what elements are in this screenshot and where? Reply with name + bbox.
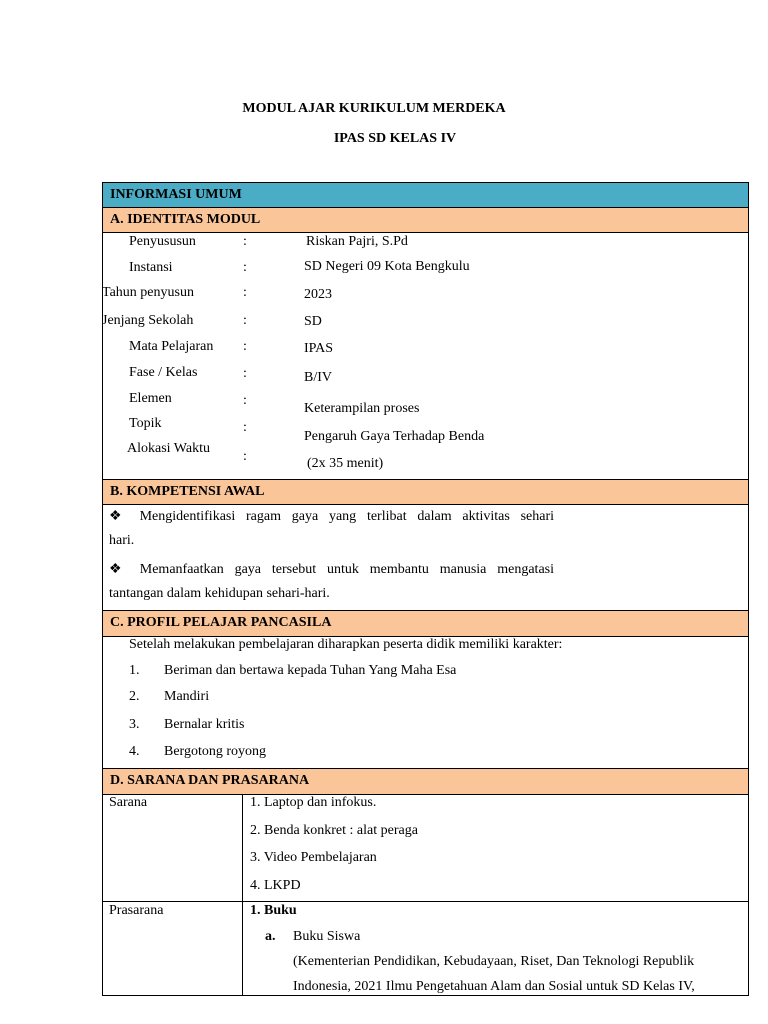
sarana-item: 4. LKPD [250, 878, 301, 893]
kompetensi-item: ❖ Mengidentifikasi ragam gaya yang terlibat dalam aktivitas sehari [109, 509, 554, 524]
identitas-key: Tahun penyusun [102, 285, 194, 300]
profil-item-number: 3. [129, 717, 140, 732]
identitas-value: Riskan Pajri, S.Pd [306, 234, 408, 249]
identitas-section [103, 233, 748, 480]
identitas-value: (2x 35 menit) [307, 456, 384, 471]
identitas-colon: : [243, 449, 247, 464]
profil-item-number: 2. [129, 689, 140, 704]
identitas-colon: : [243, 366, 247, 381]
identitas-colon: : [243, 285, 247, 300]
prasarana-sub-marker: a. [265, 929, 276, 944]
identitas-colon: : [243, 420, 247, 435]
kompetensi-item-cont: hari. [109, 533, 135, 548]
identitas-value: Keterampilan proses [304, 401, 420, 416]
identitas-key: Elemen [129, 391, 172, 406]
identitas-modul-header: A. IDENTITAS MODUL [103, 208, 748, 233]
kompetensi-item: ❖ Memanfaatkan gaya tersebut untuk membantu manusia mengatasi [109, 562, 554, 577]
identitas-colon: : [243, 234, 247, 249]
identitas-key: Topik [129, 416, 162, 431]
identitas-value: B/IV [304, 370, 332, 385]
profil-item: Beriman dan bertawa kepada Tuhan Yang Maha Esa [164, 663, 457, 678]
profil-intro: Setelah melakukan pembelajaran diharapkan peserta didik memiliki karakter: [129, 637, 563, 652]
identitas-value: Pengaruh Gaya Terhadap Benda [304, 429, 485, 444]
identitas-key: Jenjang Sekolah [102, 313, 194, 328]
prasarana-sub-desc: Indonesia, 2021 Ilmu Pengetahuan Alam dan Sosial untuk SD Kelas IV, [293, 979, 695, 994]
profil-pelajar-header: C. PROFIL PELAJAR PANCASILA [103, 611, 748, 637]
identitas-value: IPAS [304, 341, 334, 356]
sarana-item: 3. Video Pembelajaran [250, 850, 377, 865]
document-title: MODUL AJAR KURIKULUM MERDEKA [242, 101, 506, 116]
kompetensi-section [103, 505, 748, 611]
prasarana-label: Prasarana [109, 903, 164, 918]
prasarana-heading: 1. Buku [250, 903, 297, 918]
profil-item: Bergotong royong [164, 744, 267, 759]
kompetensi-awal-header: B. KOMPETENSI AWAL [103, 480, 748, 505]
identitas-value: SD Negeri 09 Kota Bengkulu [304, 259, 470, 274]
profil-item-number: 4. [129, 744, 140, 759]
sarana-prasarana-header: D. SARANA DAN PRASARANA [103, 769, 748, 795]
profil-item-number: 1. [129, 663, 140, 678]
identitas-key: Mata Pelajaran [129, 339, 214, 354]
identitas-key: Fase / Kelas [129, 365, 198, 380]
column-divider [242, 795, 243, 996]
informasi-umum-header: INFORMASI UMUM [103, 183, 748, 208]
identitas-colon: : [243, 393, 247, 408]
row-divider [103, 901, 748, 902]
sarana-item: 2. Benda konkret : alat peraga [250, 823, 418, 838]
identitas-key: Alokasi Waktu [127, 441, 210, 456]
profil-item: Bernalar kritis [164, 717, 245, 732]
module-info-table [102, 182, 749, 996]
identitas-colon: : [243, 339, 247, 354]
identitas-key: Penyususun [129, 234, 196, 249]
profil-section [103, 637, 748, 769]
identitas-value: SD [304, 314, 322, 329]
identitas-colon: : [243, 313, 247, 328]
identitas-key: Instansi [129, 260, 173, 275]
sarana-label: Sarana [109, 795, 148, 810]
prasarana-sub-title: Buku Siswa [293, 929, 361, 944]
profil-item: Mandiri [164, 689, 210, 704]
identitas-colon: : [243, 260, 247, 275]
kompetensi-item-cont: tantangan dalam kehidupan sehari-hari. [109, 586, 330, 601]
document-subtitle: IPAS SD KELAS IV [333, 131, 457, 146]
prasarana-sub-desc: (Kementerian Pendidikan, Kebudayaan, Riset, Dan Teknologi Republik [293, 954, 695, 969]
sarana-prasarana-section [103, 795, 748, 996]
identitas-value: 2023 [304, 287, 332, 302]
sarana-item: 1. Laptop dan infokus. [250, 795, 377, 810]
